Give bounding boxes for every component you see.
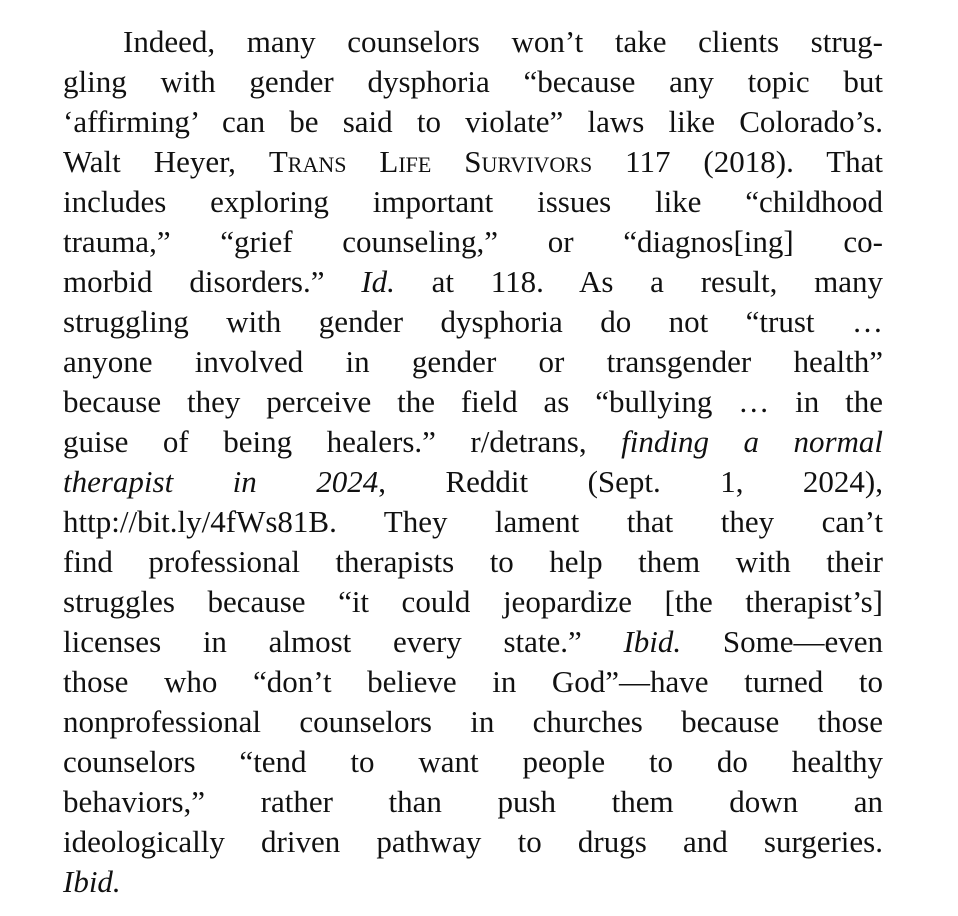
text-line — [63, 502, 883, 542]
text-segment: counselors “tend to want people to do healthy — [63, 744, 883, 779]
italic-citation: Ibid. — [623, 624, 682, 659]
text-line — [63, 582, 883, 622]
text-segment: behaviors,” rather than push them down an — [63, 784, 883, 819]
text-segment: those who “don’t believe in God”—have turned to — [63, 664, 883, 699]
text-segment: Some—even — [681, 624, 883, 659]
text-segment: ‘affirming’ can be said to violate” laws like Colorado’s. — [63, 104, 883, 139]
text-segment: at 118. As a result, many — [394, 264, 883, 299]
text-segment: licenses in almost every state.” — [63, 624, 624, 659]
text-segment: ideologically driven pathway to drugs and surgeries. — [63, 824, 883, 859]
text-line — [63, 182, 883, 222]
text-segment: find professional therapists to help them with their — [63, 544, 883, 579]
text-line — [63, 142, 883, 182]
text-line — [63, 782, 883, 822]
text-segment: struggling with gender dysphoria do not “trust … — [63, 304, 883, 339]
text-segment: guise of being healers.” r/detrans, — [63, 424, 622, 459]
text-segment: http://bit.ly/4fWs81B. They lament that they can’t — [63, 504, 883, 539]
text-segment: Walt Heyer, — [63, 144, 269, 179]
text-segment: because they perceive the field as “bullying … in the — [63, 384, 883, 419]
text-line — [63, 702, 883, 742]
text-line — [63, 342, 883, 382]
text-segment: , Reddit (Sept. 1, 2024), — [378, 464, 883, 499]
text-line — [63, 662, 883, 702]
text-segment: gling with gender dysphoria “because any topic but — [63, 64, 883, 99]
italic-citation: Id. — [361, 264, 395, 299]
text-segment: Indeed, many counselors won’t take clients strug- — [123, 24, 883, 59]
text-line — [63, 542, 883, 582]
text-line — [63, 742, 883, 782]
text-segment: morbid disorders.” — [63, 264, 362, 299]
text-segment: includes exploring important issues like “childhood — [63, 184, 883, 219]
italic-citation: finding a normal — [621, 424, 884, 459]
text-line — [63, 262, 883, 302]
italic-citation: Ibid. — [63, 864, 121, 899]
text-line — [63, 22, 883, 62]
text-line — [63, 102, 883, 142]
book-title: Trans Life Survivors — [268, 144, 593, 179]
text-line — [63, 462, 883, 502]
text-line — [63, 302, 883, 342]
text-line — [63, 822, 883, 862]
text-line — [63, 382, 883, 422]
body-paragraph — [63, 22, 883, 902]
text-segment: struggles because “it could jeopardize [the therapist’s] — [63, 584, 883, 619]
document-page — [63, 22, 883, 902]
italic-citation: therapist in 2024 — [63, 464, 379, 499]
text-segment: 117 (2018). That — [592, 144, 883, 179]
text-segment: nonprofessional counselors in churches because those — [63, 704, 883, 739]
text-line — [63, 62, 883, 102]
text-line — [63, 622, 883, 662]
text-segment: trauma,” “grief counseling,” or “diagnos[ing] co- — [63, 224, 883, 259]
text-line — [63, 422, 883, 462]
text-line — [63, 862, 883, 902]
text-line — [63, 222, 883, 262]
text-segment: anyone involved in gender or transgender health” — [63, 344, 883, 379]
